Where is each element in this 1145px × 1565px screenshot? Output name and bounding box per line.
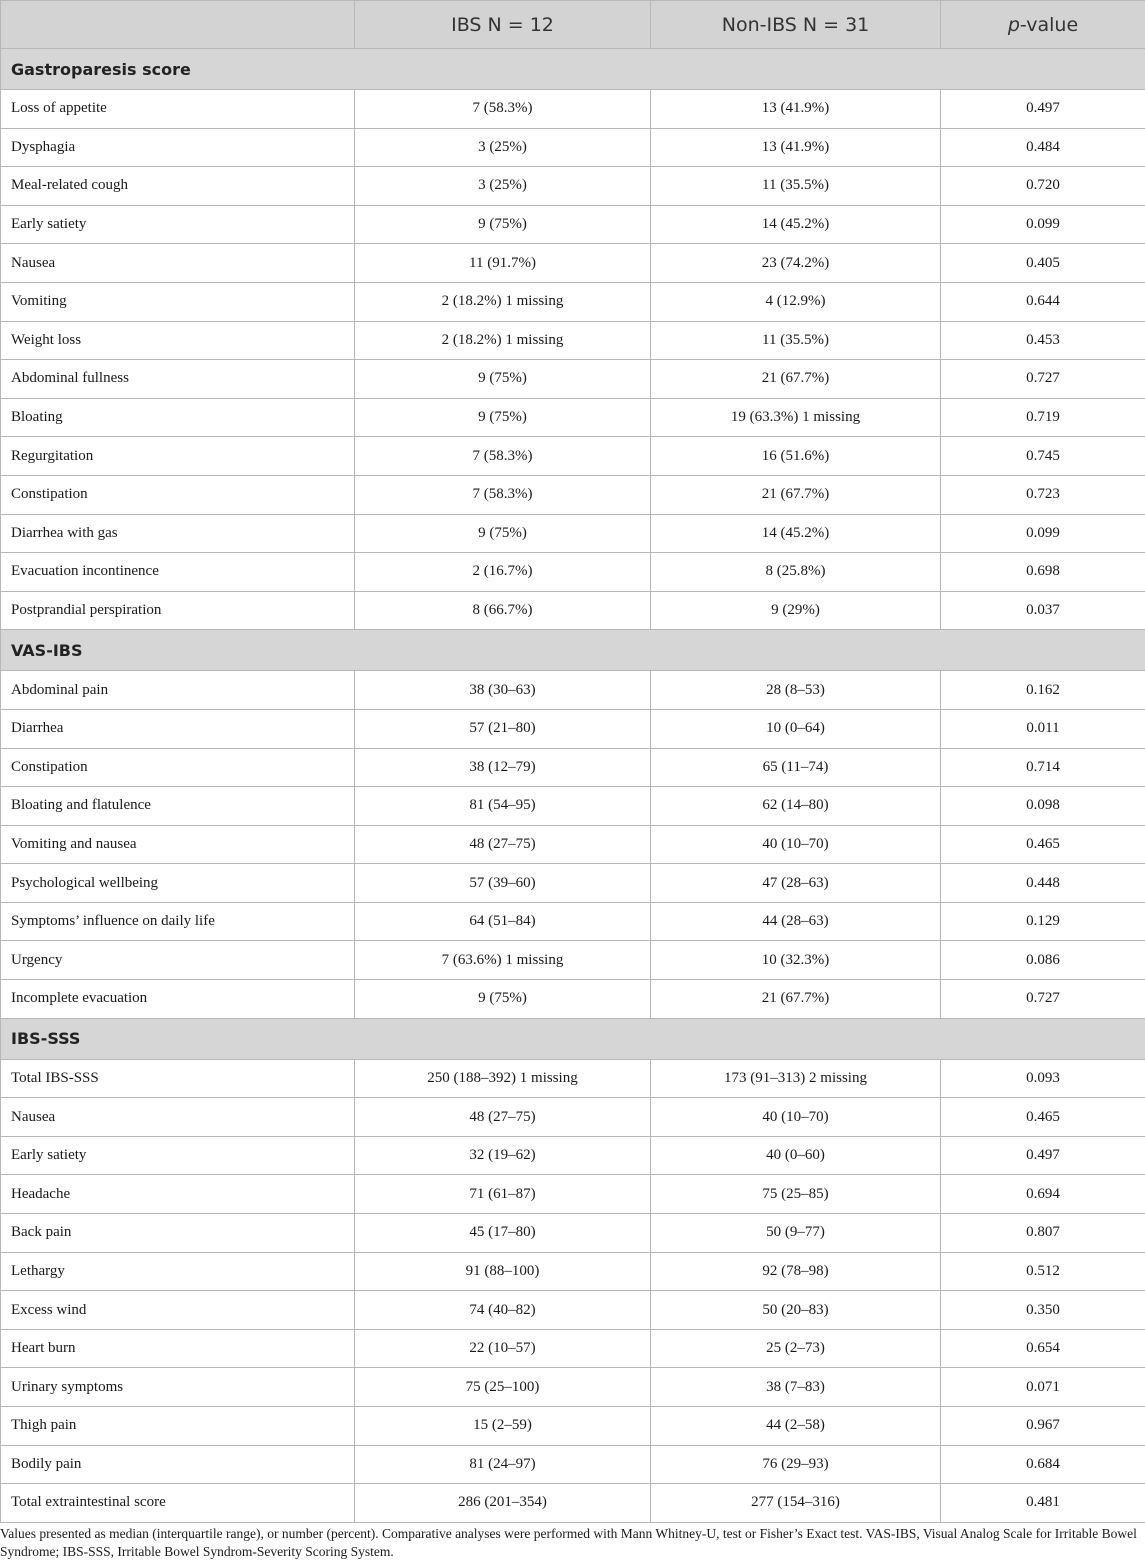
row-label: Total IBS-SSS — [1, 1059, 355, 1098]
table-row — [1, 282, 1145, 321]
p-value: 0.654 — [941, 1329, 1145, 1368]
table-row — [1, 553, 1145, 592]
non-ibs-value: 10 (0–64) — [651, 709, 941, 748]
section-title: Gastroparesis score — [1, 49, 1145, 90]
ibs-value: 75 (25–100) — [355, 1368, 651, 1407]
row-label: Meal-related cough — [1, 167, 355, 206]
row-label: Diarrhea with gas — [1, 514, 355, 553]
header-p-suffix: -value — [1019, 13, 1079, 36]
non-ibs-value: 28 (8–53) — [651, 671, 941, 710]
row-label: Total extraintestinal score — [1, 1484, 355, 1523]
ibs-value: 48 (27–75) — [355, 825, 651, 864]
ibs-value: 9 (75%) — [355, 514, 651, 553]
row-label: Nausea — [1, 1098, 355, 1137]
ibs-value: 71 (61–87) — [355, 1175, 651, 1214]
non-ibs-value: 11 (35.5%) — [651, 167, 941, 206]
header-ibs: IBS N = 12 — [355, 1, 651, 49]
row-label: Psychological wellbeing — [1, 864, 355, 903]
non-ibs-value: 40 (10–70) — [651, 1098, 941, 1137]
p-value: 0.694 — [941, 1175, 1145, 1214]
table-row — [1, 1252, 1145, 1291]
ibs-value: 250 (188–392) 1 missing — [355, 1059, 651, 1098]
table-row — [1, 1445, 1145, 1484]
non-ibs-value: 277 (154–316) — [651, 1484, 941, 1523]
ibs-value: 8 (66.7%) — [355, 591, 651, 630]
non-ibs-value: 4 (12.9%) — [651, 282, 941, 321]
table-row — [1, 864, 1145, 903]
row-label: Bloating and flatulence — [1, 787, 355, 826]
p-value: 0.719 — [941, 398, 1145, 437]
non-ibs-value: 50 (20–83) — [651, 1291, 941, 1330]
table-row — [1, 1214, 1145, 1253]
header-p-value — [941, 1, 1145, 49]
non-ibs-value: 40 (0–60) — [651, 1136, 941, 1175]
row-label: Loss of appetite — [1, 90, 355, 129]
ibs-value: 2 (16.7%) — [355, 553, 651, 592]
non-ibs-value: 23 (74.2%) — [651, 244, 941, 283]
p-value: 0.129 — [941, 902, 1145, 941]
ibs-value: 9 (75%) — [355, 398, 651, 437]
non-ibs-value: 19 (63.3%) 1 missing — [651, 398, 941, 437]
table-row — [1, 244, 1145, 283]
p-value: 0.465 — [941, 825, 1145, 864]
p-value: 0.720 — [941, 167, 1145, 206]
non-ibs-value: 76 (29–93) — [651, 1445, 941, 1484]
table-row — [1, 1098, 1145, 1137]
ibs-value: 57 (21–80) — [355, 709, 651, 748]
table-row — [1, 1407, 1145, 1446]
p-value: 0.453 — [941, 321, 1145, 360]
table-row — [1, 671, 1145, 710]
row-label: Symptoms’ influence on daily life — [1, 902, 355, 941]
header-p-italic: p — [1007, 13, 1020, 36]
p-value: 0.448 — [941, 864, 1145, 903]
non-ibs-value: 44 (28–63) — [651, 902, 941, 941]
table-row — [1, 1291, 1145, 1330]
table-row — [1, 709, 1145, 748]
p-value: 0.011 — [941, 709, 1145, 748]
non-ibs-value: 50 (9–77) — [651, 1214, 941, 1253]
ibs-value: 38 (12–79) — [355, 748, 651, 787]
row-label: Diarrhea — [1, 709, 355, 748]
row-label: Evacuation incontinence — [1, 553, 355, 592]
ibs-value: 9 (75%) — [355, 205, 651, 244]
ibs-value: 45 (17–80) — [355, 1214, 651, 1253]
non-ibs-value: 47 (28–63) — [651, 864, 941, 903]
p-value: 0.484 — [941, 128, 1145, 167]
table-row — [1, 1059, 1145, 1098]
non-ibs-value: 75 (25–85) — [651, 1175, 941, 1214]
table-row — [1, 980, 1145, 1019]
header-non-ibs: Non-IBS N = 31 — [651, 1, 941, 49]
row-label: Bodily pain — [1, 1445, 355, 1484]
section-header-row — [1, 630, 1145, 671]
row-label: Weight loss — [1, 321, 355, 360]
non-ibs-value: 62 (14–80) — [651, 787, 941, 826]
row-label: Nausea — [1, 244, 355, 283]
ibs-value: 81 (54–95) — [355, 787, 651, 826]
non-ibs-value: 25 (2–73) — [651, 1329, 941, 1368]
non-ibs-value: 10 (32.3%) — [651, 941, 941, 980]
table-row — [1, 360, 1145, 399]
row-label: Back pain — [1, 1214, 355, 1253]
p-value: 0.684 — [941, 1445, 1145, 1484]
ibs-value: 74 (40–82) — [355, 1291, 651, 1330]
p-value: 0.727 — [941, 980, 1145, 1019]
p-value: 0.099 — [941, 205, 1145, 244]
header-row — [1, 1, 1145, 49]
table-row — [1, 825, 1145, 864]
p-value: 0.481 — [941, 1484, 1145, 1523]
non-ibs-value: 21 (67.7%) — [651, 475, 941, 514]
ibs-value: 2 (18.2%) 1 missing — [355, 321, 651, 360]
table-row — [1, 1175, 1145, 1214]
non-ibs-value: 40 (10–70) — [651, 825, 941, 864]
row-label: Abdominal fullness — [1, 360, 355, 399]
non-ibs-value: 14 (45.2%) — [651, 514, 941, 553]
table-row — [1, 591, 1145, 630]
p-value: 0.714 — [941, 748, 1145, 787]
ibs-value: 32 (19–62) — [355, 1136, 651, 1175]
table-row — [1, 514, 1145, 553]
ibs-value: 48 (27–75) — [355, 1098, 651, 1137]
p-value: 0.093 — [941, 1059, 1145, 1098]
p-value: 0.071 — [941, 1368, 1145, 1407]
table-row — [1, 1368, 1145, 1407]
table-body — [1, 49, 1145, 1523]
non-ibs-value: 21 (67.7%) — [651, 980, 941, 1019]
non-ibs-value: 173 (91–313) 2 missing — [651, 1059, 941, 1098]
p-value: 0.723 — [941, 475, 1145, 514]
table-row — [1, 748, 1145, 787]
p-value: 0.162 — [941, 671, 1145, 710]
section-header-row — [1, 49, 1145, 90]
p-value: 0.098 — [941, 787, 1145, 826]
non-ibs-value: 44 (2–58) — [651, 1407, 941, 1446]
row-label: Heart burn — [1, 1329, 355, 1368]
row-label: Abdominal pain — [1, 671, 355, 710]
p-value: 0.512 — [941, 1252, 1145, 1291]
table-row — [1, 902, 1145, 941]
ibs-value: 57 (39–60) — [355, 864, 651, 903]
p-value: 0.644 — [941, 282, 1145, 321]
non-ibs-value: 14 (45.2%) — [651, 205, 941, 244]
header-blank-cell — [1, 1, 355, 49]
table-row — [1, 1136, 1145, 1175]
ibs-value: 286 (201–354) — [355, 1484, 651, 1523]
non-ibs-value: 21 (67.7%) — [651, 360, 941, 399]
ibs-value: 9 (75%) — [355, 360, 651, 399]
p-value: 0.497 — [941, 1136, 1145, 1175]
ibs-value: 11 (91.7%) — [355, 244, 651, 283]
p-value: 0.745 — [941, 437, 1145, 476]
row-label: Constipation — [1, 475, 355, 514]
ibs-value: 7 (58.3%) — [355, 90, 651, 129]
ibs-value: 15 (2–59) — [355, 1407, 651, 1446]
row-label: Urinary symptoms — [1, 1368, 355, 1407]
p-value: 0.350 — [941, 1291, 1145, 1330]
table-row — [1, 167, 1145, 206]
section-header-row — [1, 1018, 1145, 1059]
non-ibs-value: 38 (7–83) — [651, 1368, 941, 1407]
ibs-value: 64 (51–84) — [355, 902, 651, 941]
ibs-value: 22 (10–57) — [355, 1329, 651, 1368]
p-value: 0.967 — [941, 1407, 1145, 1446]
table-row — [1, 787, 1145, 826]
non-ibs-value: 11 (35.5%) — [651, 321, 941, 360]
row-label: Constipation — [1, 748, 355, 787]
table-row — [1, 128, 1145, 167]
table-row — [1, 321, 1145, 360]
ibs-value: 3 (25%) — [355, 167, 651, 206]
non-ibs-value: 13 (41.9%) — [651, 128, 941, 167]
row-label: Incomplete evacuation — [1, 980, 355, 1019]
ibs-value: 3 (25%) — [355, 128, 651, 167]
p-value: 0.099 — [941, 514, 1145, 553]
row-label: Thigh pain — [1, 1407, 355, 1446]
table-row — [1, 90, 1145, 129]
table-row — [1, 398, 1145, 437]
row-label: Headache — [1, 1175, 355, 1214]
ibs-value: 9 (75%) — [355, 980, 651, 1019]
section-title: VAS-IBS — [1, 630, 1145, 671]
p-value: 0.698 — [941, 553, 1145, 592]
non-ibs-value: 92 (78–98) — [651, 1252, 941, 1291]
row-label: Excess wind — [1, 1291, 355, 1330]
ibs-value: 7 (58.3%) — [355, 475, 651, 514]
ibs-value: 38 (30–63) — [355, 671, 651, 710]
p-value: 0.086 — [941, 941, 1145, 980]
p-value: 0.727 — [941, 360, 1145, 399]
row-label: Vomiting and nausea — [1, 825, 355, 864]
non-ibs-value: 65 (11–74) — [651, 748, 941, 787]
table-row — [1, 437, 1145, 476]
row-label: Vomiting — [1, 282, 355, 321]
non-ibs-value: 13 (41.9%) — [651, 90, 941, 129]
non-ibs-value: 8 (25.8%) — [651, 553, 941, 592]
ibs-value: 91 (88–100) — [355, 1252, 651, 1291]
p-value: 0.465 — [941, 1098, 1145, 1137]
p-value: 0.037 — [941, 591, 1145, 630]
row-label: Early satiety — [1, 1136, 355, 1175]
non-ibs-value: 9 (29%) — [651, 591, 941, 630]
row-label: Postprandial perspiration — [1, 591, 355, 630]
table-row — [1, 205, 1145, 244]
non-ibs-value: 16 (51.6%) — [651, 437, 941, 476]
table-row — [1, 1329, 1145, 1368]
table-row — [1, 1484, 1145, 1523]
p-value: 0.807 — [941, 1214, 1145, 1253]
row-label: Dysphagia — [1, 128, 355, 167]
ibs-value: 7 (63.6%) 1 missing — [355, 941, 651, 980]
row-label: Bloating — [1, 398, 355, 437]
ibs-value: 81 (24–97) — [355, 1445, 651, 1484]
table-row — [1, 475, 1145, 514]
row-label: Urgency — [1, 941, 355, 980]
table-row — [1, 941, 1145, 980]
ibs-value: 2 (18.2%) 1 missing — [355, 282, 651, 321]
section-title: IBS-SSS — [1, 1018, 1145, 1059]
row-label: Early satiety — [1, 205, 355, 244]
table-footnote: Values presented as median (interquartile range), or number (percent). Comparative analyses were performed with Mann Whitney-U, test or Fisher’s Exact test. VAS-IBS, Visual Analog Scale for Irritable Bowel Syndrome; IBS-SSS, Irritable Bowel Syndrom-Severity Scoring System. — [0, 1526, 1137, 1559]
p-value: 0.497 — [941, 90, 1145, 129]
row-label: Regurgitation — [1, 437, 355, 476]
ibs-value: 7 (58.3%) — [355, 437, 651, 476]
row-label: Lethargy — [1, 1252, 355, 1291]
p-value: 0.405 — [941, 244, 1145, 283]
